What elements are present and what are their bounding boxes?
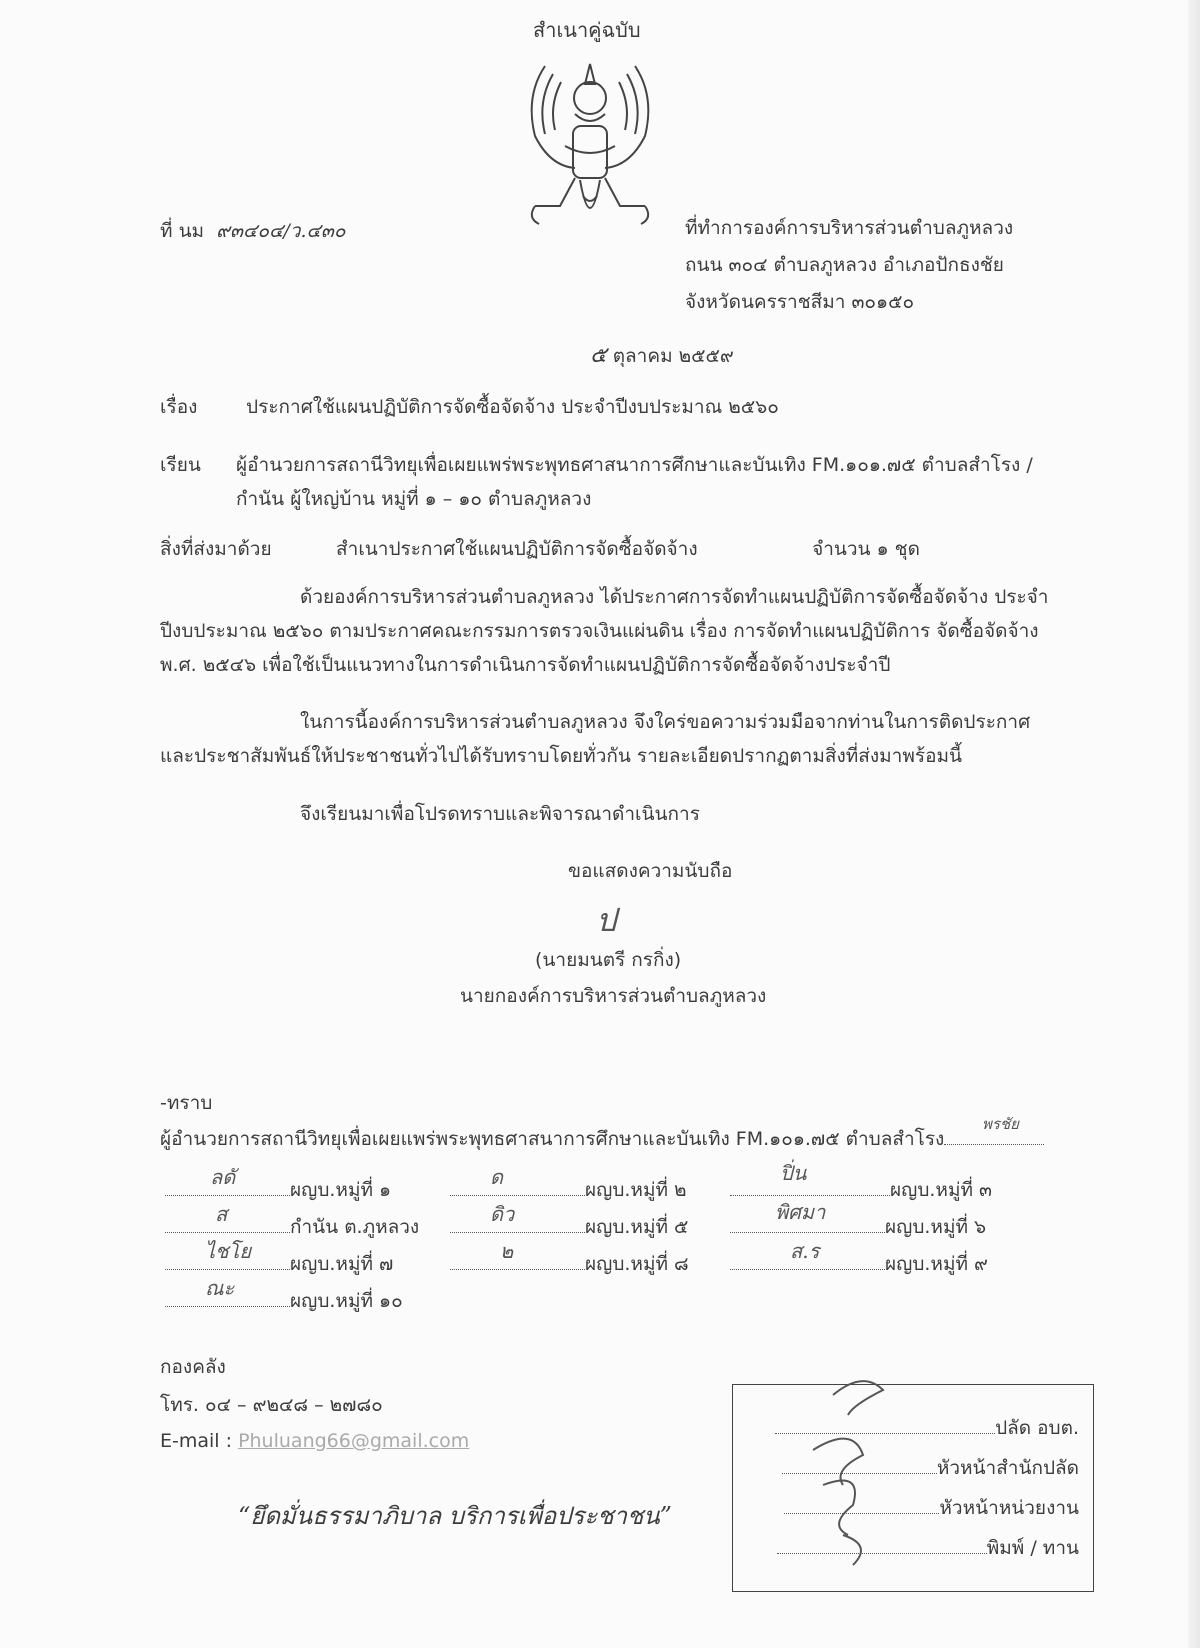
date-day: ๕ — [590, 343, 607, 368]
routing-signature-icon — [793, 1375, 913, 1575]
acknowledge-entry — [165, 1239, 394, 1283]
footer-phone: โทร. ๐๔ – ๙๒๔๘ – ๒๗๘๐ — [160, 1394, 383, 1416]
signer-title: นายกองค์การบริหารส่วนตำบลภูหลวง — [460, 985, 767, 1007]
footer-email — [160, 1430, 469, 1452]
acknowledge-station — [160, 1115, 1044, 1154]
acknowledge-entry — [730, 1239, 988, 1283]
acknowledge-entry — [730, 1161, 993, 1209]
acknowledge-station-sign: พรชัย — [982, 1115, 1019, 1133]
acknowledge-entry — [165, 1276, 403, 1320]
handwritten-signature: ส.ร — [790, 1239, 820, 1263]
acknowledge-entry-label: ผญบ.หมู่ที่ ๑๐ — [290, 1290, 403, 1312]
scan-edge — [1188, 0, 1200, 1648]
acknowledge-entry-label: กำนัน ต.ภูหลวง — [290, 1216, 420, 1238]
routing-label: พิมพ์ / ทาน — [986, 1537, 1079, 1559]
handwritten-signature: พิศมา — [775, 1200, 826, 1224]
recipient-line-1: ผู้อำนวยการสถานีวิทยุเพื่อเผยแพร่พระพุทธศาสนาการศึกษาและบันเทิง FM.๑๐๑.๗๕ ตำบลสำโรง / — [236, 454, 1033, 476]
handwritten-signature: ๒ — [500, 1239, 514, 1263]
signer-name: (นายมนตรี กรกิ่ง) — [535, 949, 682, 971]
handwritten-signature-icon: ป — [596, 901, 617, 939]
acknowledge-entry-label: ผญบ.หมู่ที่ ๒ — [585, 1179, 687, 1201]
enclosure-label: สิ่งที่ส่งมาด้วย — [160, 538, 272, 560]
enclosure-text: สำเนาประกาศใช้แผนปฏิบัติการจัดซื้อจัดจ้าง — [336, 538, 698, 560]
signature-dotted-line — [450, 1214, 585, 1233]
body-paragraph-1 — [160, 580, 1060, 682]
acknowledge-entry — [165, 1165, 392, 1209]
acknowledge-entry — [165, 1202, 420, 1246]
body-paragraph-1-text: ด้วยองค์การบริหารส่วนตำบลภูหลวง ได้ประกาศการจัดทำแผนปฏิบัติการจัดซื้อจัดจ้าง ประจำปีงบประมาณ ๒๕๖๐ ตามประกาศคณะกรรมการตรวจเงินแผ่นดิน เรื่อง การจัดทำแผนปฏิบัติการ จัดซื้อจัดจ้าง พ.ศ. ๒๕๔๖ เพื่อใช้เป็นแนวทางในการดำเนินการจัดทำแผนปฏิบัติการจัดซื้อจัดจ้างประจำปี — [160, 586, 1049, 676]
garuda-emblem-icon — [505, 56, 675, 242]
acknowledge-title: -ทราบ — [160, 1092, 213, 1114]
acknowledge-entry — [730, 1200, 987, 1246]
recipient-label: เรียน — [160, 454, 201, 476]
acknowledge-entry-label: ผญบ.หมู่ที่ ๙ — [885, 1253, 988, 1275]
email-link[interactable]: Phuluang66@gmail.com — [238, 1430, 470, 1452]
reference-prefix: ที่ นม — [160, 220, 205, 242]
acknowledge-entry-label: ผญบ.หมู่ที่ ๗ — [290, 1253, 394, 1275]
handwritten-signature: ดิว — [490, 1202, 515, 1226]
signature-dotted-line — [450, 1251, 585, 1270]
routing-label: หัวหน้าหน่วยงาน — [939, 1497, 1079, 1519]
body-paragraph-3-text: จึงเรียนมาเพื่อโปรดทราบและพิจารณาดำเนินการ — [300, 803, 700, 825]
signature-dotted-line — [730, 1177, 890, 1196]
recipient — [160, 448, 1033, 516]
acknowledge-entry — [450, 1239, 689, 1283]
handwritten-signature: ไชโย — [205, 1239, 252, 1263]
routing-box — [732, 1384, 1094, 1592]
signature-dotted-line — [450, 1177, 585, 1196]
email-label: E-mail : — [160, 1430, 233, 1452]
acknowledge-entry-label: ผญบ.หมู่ที่ ๖ — [885, 1216, 987, 1238]
body-paragraph-2-text: ในการนี้องค์การบริหารส่วนตำบลภูหลวง จึงใคร่ขอความร่วมมือจากท่านในการติดประกาศ และประชาสัมพันธ์ให้ประชาชนทั่วไปได้รับทราบโดยทั่วกัน รายละเอียดปรากฏตามสิ่งที่ส่งมาพร้อมนี้ — [160, 711, 1031, 767]
acknowledge-entry-label: ผญบ.หมู่ที่ ๓ — [890, 1179, 993, 1201]
acknowledge-entry — [450, 1165, 687, 1209]
routing-label: ปลัด อบต. — [995, 1417, 1079, 1439]
body-paragraph-3 — [160, 797, 1060, 831]
handwritten-signature: ลดั — [210, 1165, 236, 1189]
subject-label: เรื่อง — [160, 396, 198, 418]
enclosure-line — [160, 534, 920, 564]
address-line-1: ที่ทำการองค์การบริหารส่วนตำบลภูหลวง — [685, 217, 1014, 239]
closing-phrase: ขอแสดงความนับถือ — [568, 860, 733, 882]
handwritten-signature: ณะ — [205, 1276, 235, 1300]
acknowledge-entry-label: ผญบ.หมู่ที่ ๑ — [290, 1179, 392, 1201]
enclosure-quantity: จำนวน ๑ ชุด — [812, 538, 920, 560]
acknowledge-entry-label: ผญบ.หมู่ที่ ๘ — [585, 1253, 689, 1275]
acknowledge-station-text: ผู้อำนวยการสถานีวิทยุเพื่อเผยแพร่พระพุทธศาสนาการศึกษาและบันเทิง FM.๑๐๑.๗๕ ตำบลสำโรง — [160, 1128, 945, 1150]
acknowledge-entry — [450, 1202, 689, 1246]
acknowledge-entry-label: ผญบ.หมู่ที่ ๕ — [585, 1216, 689, 1238]
copy-label: สำเนาคู่ฉบับ — [533, 18, 641, 42]
handwritten-signature: ด — [490, 1165, 503, 1189]
recipient-line-2: กำนัน ผู้ใหญ่บ้าน หมู่ที่ ๑ – ๑๐ ตำบลภูหลวง — [236, 488, 592, 510]
subject-text: ประกาศใช้แผนปฏิบัติการจัดซื้อจัดจ้าง ประจำปีงบประมาณ ๒๕๖๐ — [246, 396, 779, 418]
subject-line — [160, 392, 779, 422]
address-line-3: จังหวัดนครราชสีมา ๓๐๑๕๐ — [685, 291, 915, 313]
reference-number — [160, 216, 345, 246]
signature-dotted-line — [165, 1214, 290, 1233]
date-month-year: ตุลาคม ๒๕๕๙ — [612, 345, 734, 367]
letter-date — [590, 337, 734, 372]
routing-label: หัวหน้าสำนักปลัด — [936, 1457, 1079, 1479]
footer-department: กองคลัง — [160, 1356, 226, 1378]
handwritten-signature: ส — [215, 1202, 228, 1226]
motto: “ยึดมั่นธรรมาภิบาล บริการเพื่อประชาชน” — [238, 1502, 672, 1530]
body-paragraph-2 — [160, 705, 1060, 773]
reference-value: ๙๓๔๐๔/ว.๔๓๐ — [216, 220, 346, 242]
handwritten-signature: ปิ่น — [780, 1161, 807, 1185]
address-line-2: ถนน ๓๐๔ ตำบลภูหลวง อำเภอปักธงชัย — [685, 254, 1004, 276]
